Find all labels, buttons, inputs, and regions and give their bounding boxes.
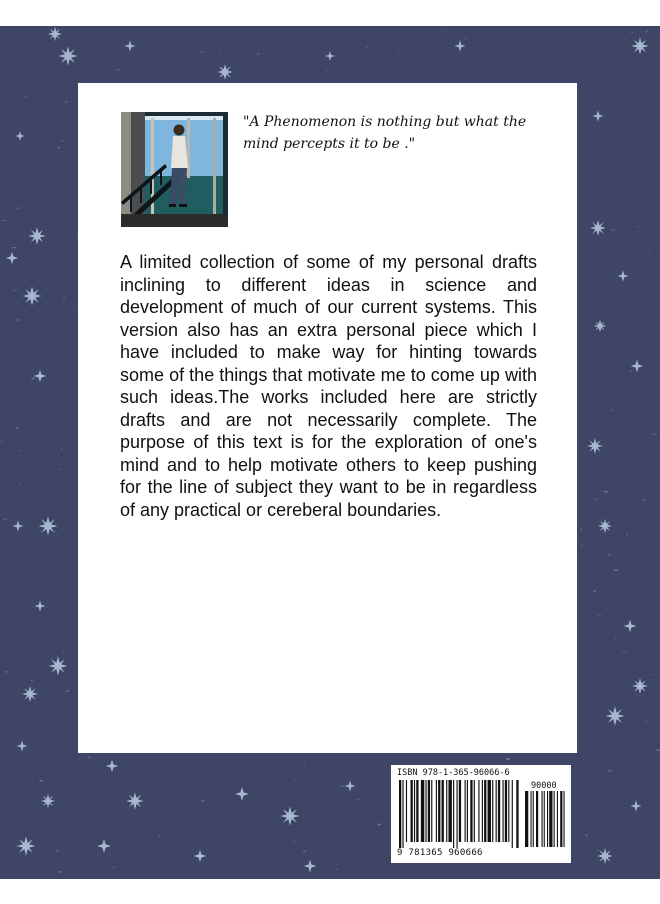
author-photo [121, 112, 228, 227]
barcode-addon-bars [523, 791, 567, 849]
book-description: A limited collection of some of my personal drafts inclining to different ideas in science and development of much of our current systems. This version also has an extra personal piece which I have included to make way for hinting towards some of the things that motivate me to come up with such ideas.The works included here are strictly drafts and are not necessarily complete. The purpose of this text is for the exploration of one's mind and to help motivate others to keep pushing for the line of subject they want to be in regardless of any practical or cereberal boundaries. [120, 252, 537, 520]
isbn-barcode [391, 765, 571, 863]
text-panel [78, 83, 577, 753]
quote-line-1: "A Phenomenon is nothing but what the [243, 114, 527, 130]
price-code: 90000 [531, 781, 557, 791]
epigraph-quote [243, 111, 543, 155]
barcode-bars [397, 780, 521, 850]
isbn-label: ISBN 978-1-365-96066-6 [397, 768, 510, 778]
back-cover [0, 26, 660, 879]
barcode-digits: 9 781365 960666 [397, 848, 483, 858]
quote-line-2: mind percepts it to be ." [243, 136, 416, 152]
